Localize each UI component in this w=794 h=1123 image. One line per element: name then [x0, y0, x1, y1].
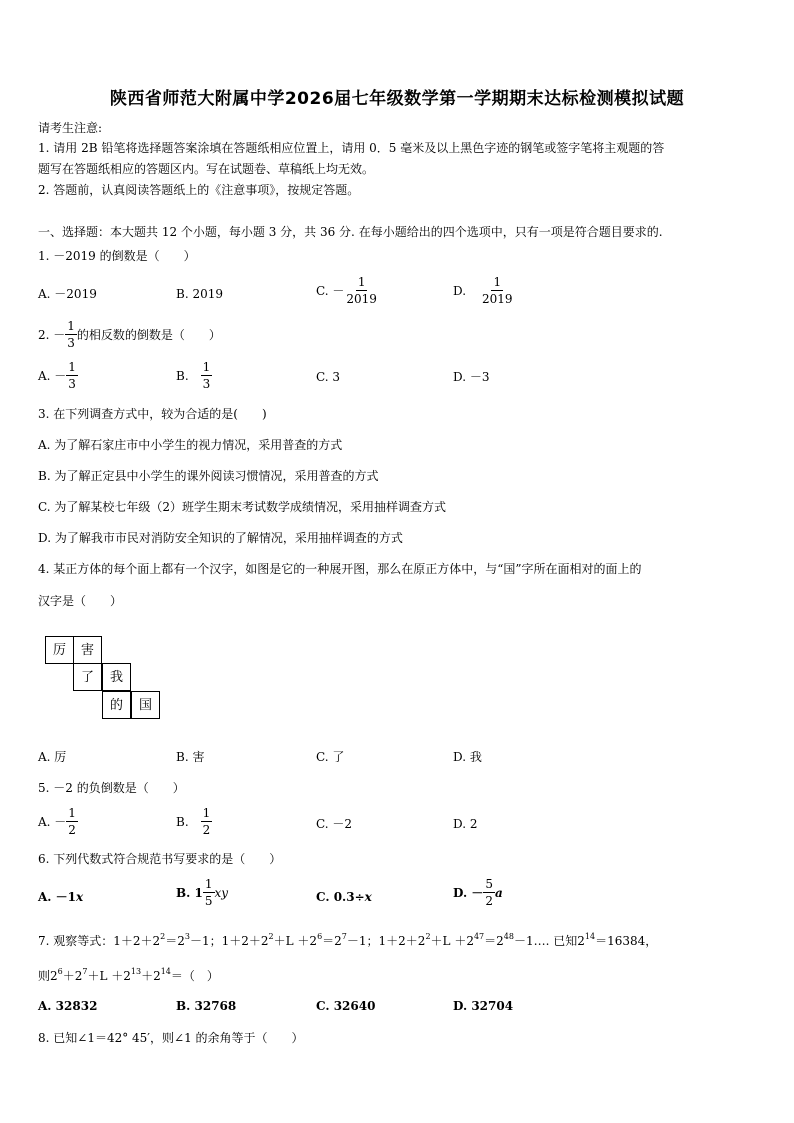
q6-b-prefix: B. 1 [176, 885, 203, 900]
q1-option-b: B. 2019 [176, 287, 223, 301]
q2-stem-prefix: 2. － [38, 327, 66, 342]
q3-stem: 3. 在下列调查方式中，较为合适的是( ) [38, 407, 267, 421]
notice-line-1: 1. 请用 2B 铅笔将选择题答案涂填在答题纸相应位置上，请用 0．5 毫米及以上黑色字迹的钢笔或签字笔将主观题的答 [38, 141, 665, 155]
q6-a-prefix: A. －1 [38, 890, 77, 904]
q4-option-d: D. 我 [453, 750, 482, 764]
q1-option-c [316, 276, 379, 305]
q1-d-prefix: D. [453, 283, 467, 298]
q6-d-den: 2 [485, 894, 493, 908]
q2-option-b [176, 361, 212, 390]
q5-b-den: 2 [202, 823, 211, 837]
q6-c-prefix: C. 0.3÷ [316, 890, 365, 904]
q2-stem-den: 3 [67, 336, 75, 350]
q2-a-num: 1 [68, 360, 76, 374]
q6-d-prefix: D. － [453, 885, 484, 900]
q2-b-den: 3 [202, 377, 211, 391]
section-heading: 一、选择题：本大题共 12 个小题，每小题 3 分，共 36 分. 在每小题给出的四个选项中，只有一项是符合题目要求的. [38, 225, 663, 239]
q6-b-num: 1 [204, 877, 213, 891]
q2-option-a [38, 361, 78, 390]
q1-stem: 1. －2019 的倒数是（ ） [38, 249, 196, 263]
q7-option-a: A. 32832 [38, 999, 98, 1013]
net-cell-4: 我 [102, 663, 131, 691]
q7-option-b: B. 32768 [176, 999, 237, 1013]
q6-option-a [38, 891, 83, 903]
q6-c-var: x [364, 890, 372, 904]
q1-c-den: 2019 [346, 292, 377, 306]
q2-a-prefix: A. － [38, 368, 67, 383]
q5-option-a [38, 807, 78, 836]
q6-stem: 6. 下列代数式符合规范书写要求的是（ ） [38, 852, 282, 866]
q5-b-prefix: B. [176, 814, 189, 829]
q3-option-c: C. 为了解某校七年级（2）班学生期末考试数学成绩情况，采用抽样调查方式 [38, 500, 447, 514]
q6-b-den: 5 [204, 894, 213, 908]
q7-option-c: C. 32640 [316, 999, 376, 1013]
q5-a-num: 1 [68, 806, 76, 820]
q2-option-c: C. 3 [316, 370, 341, 384]
q8-stem: 8. 已知∠1＝42° 45′，则∠1 的余角等于（ ） [38, 1031, 304, 1045]
q6-a-var: x [76, 890, 84, 904]
page-title: 陕西省师范大附属中学2026届七年级数学第一学期期末达标检测模拟试题 [109, 89, 685, 109]
q5-a-den: 2 [68, 823, 76, 837]
q4-option-b: B. 害 [176, 750, 205, 764]
q6-b-var: xy [214, 885, 229, 900]
q7-stem-2: 则$2^6+2^7+L +2^{13}+2^{14}=$（ ） [38, 967, 219, 983]
notice-line-2: 2. 答题前，认真阅读答题纸上的《注意事项》，按规定答题。 [38, 183, 360, 197]
q7-option-d: D. 32704 [453, 999, 514, 1013]
q1-option-d [453, 276, 515, 305]
q4-stem-2: 汉字是（ ） [38, 594, 123, 608]
q2-stem-suffix: 的相反数的倒数是（ ） [76, 327, 221, 342]
q5-b-num: 1 [202, 806, 211, 820]
q5-option-b [176, 807, 212, 836]
q1-d-num: 1 [493, 275, 502, 289]
q1-option-a: A. －2019 [38, 287, 97, 301]
net-cell-6: 国 [131, 691, 160, 719]
q5-a-prefix: A. － [38, 814, 67, 829]
q2-option-d: D. －3 [453, 370, 490, 384]
q2-stem-num: 1 [67, 319, 75, 333]
q4-option-a: A. 厉 [38, 750, 67, 764]
q3-option-b: B. 为了解正定县中小学生的课外阅读习惯情况，采用普查的方式 [38, 469, 379, 483]
q1-d-den: 2019 [482, 292, 513, 306]
q6-option-c [316, 891, 372, 903]
notice-line-1b: 题写在答题纸相应的答题区内。写在试题卷、草稿纸上均无效。 [38, 162, 375, 176]
q3-option-a: A. 为了解石家庄市中小学生的视力情况，采用普查的方式 [38, 438, 343, 452]
q2-a-den: 3 [68, 377, 76, 391]
q7-stem: 7. 观察等式：$1+2+2^2=2^3-1$；$1+2+2^2+L +2^6=2^7-1$；$1+2+2^2+L$ $+2^{47}=2^{48}-1\dots$. 已知$2^{14}=16384$， [38, 932, 658, 948]
q5-option-c: C. －2 [316, 817, 353, 831]
q1-c-num: 1 [357, 275, 366, 289]
q6-option-b [176, 878, 228, 907]
q4-stem: 4. 某正方体的每个面上都有一个汉字，如图是它的一种展开图，那么在原正方体中，与“国”字所在面相对的面上的 [38, 562, 642, 576]
q2-b-num: 1 [202, 360, 211, 374]
q2-stem [38, 320, 221, 349]
q1-c-prefix: C. － [316, 283, 345, 298]
q6-d-num: 5 [485, 877, 493, 891]
q5-option-d: D. 2 [453, 817, 478, 831]
net-cell-5: 的 [102, 691, 131, 719]
q6-option-d [453, 878, 503, 907]
q3-option-d: D. 为了解我市市民对消防安全知识的了解情况，采用抽样调查的方式 [38, 531, 403, 545]
q5-stem: 5. －2 的负倒数是（ ） [38, 781, 185, 795]
q4-option-c: C. 了 [316, 750, 345, 764]
net-cell-1: 厉 [45, 636, 74, 664]
q2-b-prefix: B. [176, 368, 189, 383]
net-cell-2: 害 [73, 636, 102, 664]
net-cell-3: 了 [73, 663, 102, 691]
q6-d-var: a [494, 885, 503, 900]
notice-heading: 请考生注意: [38, 121, 103, 135]
